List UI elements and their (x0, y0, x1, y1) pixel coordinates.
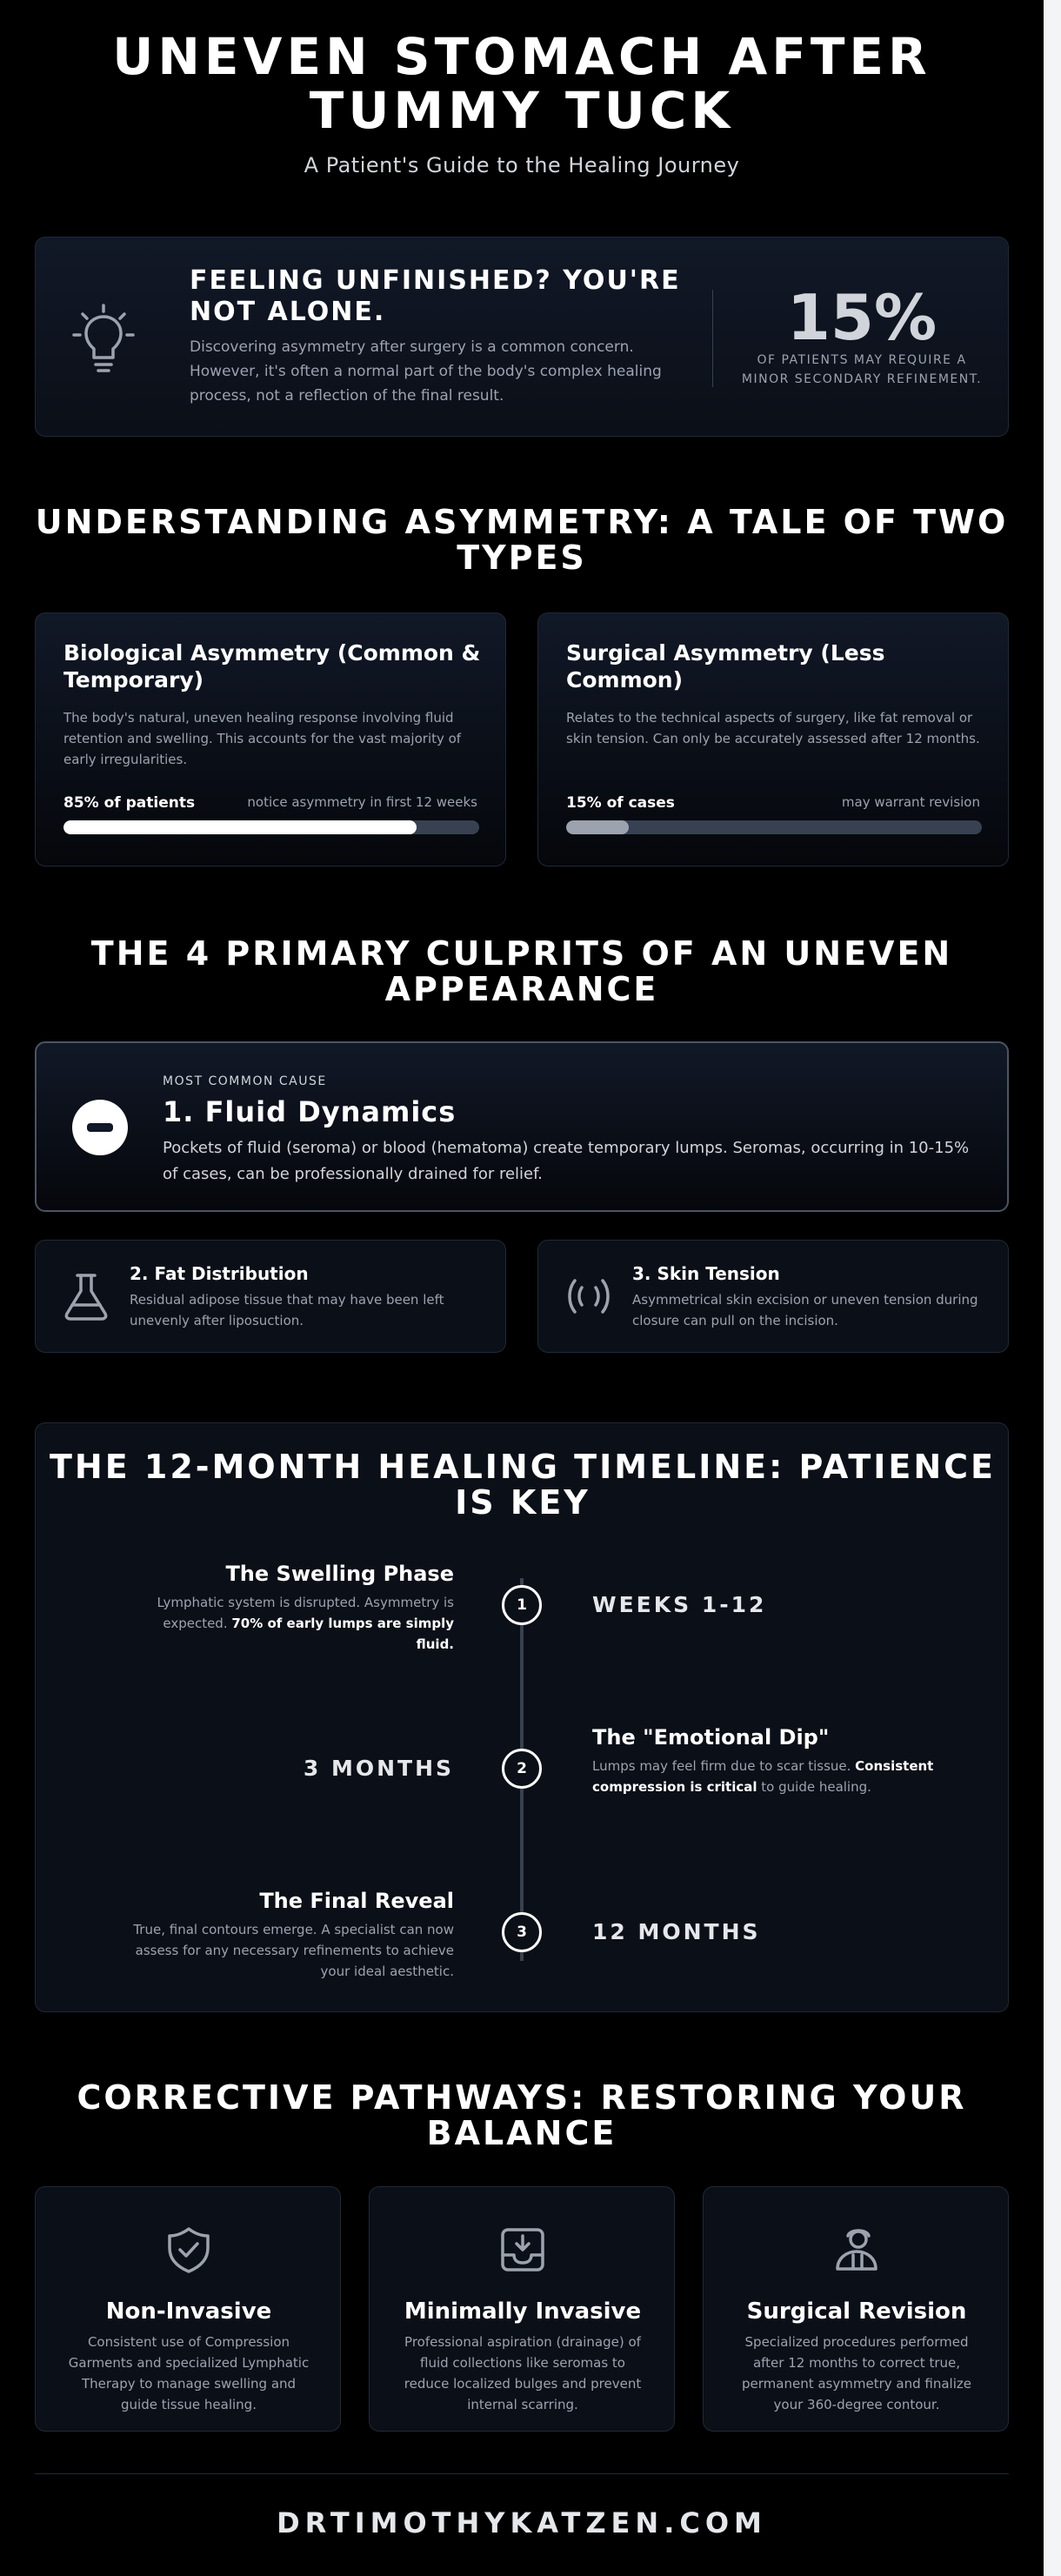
section-title-pathways: CORRECTIVE PATHWAYS: RESTORING YOUR BALANCE (77, 2078, 967, 2152)
culprit-body: Asymmetrical skin excision or uneven tension during closure can pull on the incision. (632, 1292, 978, 1328)
culprit-card-skin (537, 1240, 1009, 1353)
progress-bar (566, 820, 982, 834)
asymmetry-card-note: notice asymmetry in first 12 weeks (247, 794, 477, 810)
timeline-when: 12 MONTHS (592, 1919, 761, 1944)
timeline-phase (123, 1561, 454, 1655)
lightbulb-icon (70, 304, 137, 373)
culprit-card-fat (35, 1240, 506, 1353)
page-gutter (1044, 0, 1061, 2576)
intro-callout (35, 237, 1009, 437)
asymmetry-card-title: Biological Asymmetry (Common & Temporary) (63, 640, 481, 693)
asymmetry-card-title: Surgical Asymmetry (Less Common) (566, 640, 885, 693)
asymmetry-card-body: The body's natural, uneven healing response involving fluid retention and swelling. This accounts for the vast majority of early irregularities. (63, 710, 462, 767)
tray-download-icon (498, 2225, 547, 2274)
tension-waves-icon (563, 1270, 615, 1322)
culprit-title: 1. Fluid Dynamics (163, 1095, 457, 1128)
section-title-timeline: THE 12-MONTH HEALING TIMELINE: PATIENCE IS KEY (49, 1448, 997, 1522)
culprit-body: Residual adipose tissue that may have been left unevenly after liposuction. (130, 1292, 444, 1328)
pathway-title: Surgical Revision (746, 2298, 967, 2325)
pathway-card-minimally-invasive (369, 2186, 675, 2432)
section-title-culprits: THE 4 PRIMARY CULPRITS OF AN UNEVEN APPEARANCE (90, 934, 953, 1008)
culprit-title: 2. Fat Distribution (130, 1263, 309, 1284)
culprit-title: 3. Skin Tension (632, 1263, 780, 1284)
footer-divider (35, 2473, 1009, 2474)
pathway-card-surgical-revision (703, 2186, 1009, 2432)
pathway-body: Specialized procedures performed after 12 months to correct true, permanent asymmetry and finalize your 360-degree contour. (742, 2334, 971, 2412)
timeline-phase-title: The Final Reveal (259, 1889, 454, 1913)
divider (712, 290, 713, 387)
progress-bar (63, 820, 479, 834)
timeline-when: WEEKS 1-12 (592, 1592, 767, 1617)
timeline-phase (123, 1888, 454, 1982)
healing-timeline (35, 1422, 1009, 2012)
timeline-phase-body: Lumps may feel firm due to scar tissue. Consistent compression is critical to guide healing. (592, 1758, 934, 1795)
pathway-title: Minimally Invasive (404, 2298, 642, 2325)
page-subtitle: A Patient's Guide to the Healing Journey (304, 153, 740, 177)
timeline-node: 1 (502, 1585, 542, 1625)
shield-check-icon (164, 2225, 213, 2274)
pathway-body: Professional aspiration (drainage) of fluid collections like seromas to reduce localized bulges and prevent internal scarring. (404, 2334, 642, 2412)
callout-stat: 15% (786, 281, 938, 354)
timeline-node: 3 (502, 1912, 542, 1952)
progress-bar-fill (566, 820, 629, 834)
culprit-body: Pockets of fluid (seroma) or blood (hematoma) create temporary lumps. Seromas, occurring in 10-15% of cases, can be professionally drained for relief. (163, 1139, 970, 1183)
pathway-title: Non-Invasive (105, 2298, 272, 2325)
asymmetry-card-note: may warrant revision (841, 794, 980, 810)
culprit-kicker: MOST COMMON CAUSE (163, 1074, 327, 1088)
progress-bar-fill (63, 820, 417, 834)
asymmetry-card-body: Relates to the technical aspects of surgery, like fat removal or skin tension. Can only be accurately assessed after 12 months. (566, 710, 980, 746)
minus-circle-icon (71, 1099, 129, 1156)
asymmetry-card-stat: 15% of cases (566, 794, 675, 812)
callout-title: FEELING UNFINISHED? YOU'RE NOT ALONE. (190, 265, 681, 327)
timeline-phase-title: The "Emotional Dip" (592, 1725, 830, 1750)
pathway-card-non-invasive (35, 2186, 341, 2432)
timeline-phase-title: The Swelling Phase (225, 1562, 454, 1586)
timeline-phase-body: Lymphatic system is disrupted. Asymmetry is expected. 70% of early lumps are simply fluid. (157, 1595, 454, 1652)
culprit-card-featured (35, 1041, 1009, 1212)
section-title-asymmetry: UNDERSTANDING ASYMMETRY: A TALE OF TWO TYPES (35, 503, 1009, 577)
asymmetry-card-biological (35, 612, 506, 866)
asymmetry-card-surgical (537, 612, 1009, 866)
timeline-node: 2 (502, 1749, 542, 1789)
timeline-phase (592, 1724, 940, 1797)
footer-domain-link[interactable]: DRTIMOTHYKATZEN.COM (277, 2506, 767, 2539)
pathway-body: Consistent use of Compression Garments and specialized Lymphatic Therapy to manage swelling and guide tissue healing. (68, 2334, 310, 2412)
timeline-phase-body: True, final contours emerge. A specialist can now assess for any necessary refinements to achieve your ideal aesthetic. (133, 1922, 454, 1979)
timeline-when: 3 MONTHS (303, 1756, 454, 1781)
surgeon-icon (832, 2225, 881, 2274)
flask-icon (60, 1270, 112, 1322)
asymmetry-card-stat: 85% of patients (63, 794, 196, 812)
callout-stat-label: OF PATIENTS MAY REQUIRE A MINOR SECONDARY REFINEMENT. (741, 353, 983, 386)
page-title: UNEVEN STOMACH AFTER TUMMY TUCK (112, 27, 931, 140)
callout-body: Discovering asymmetry after surgery is a common concern. However, it's often a normal part of the body's complex healing process, not a reflection of the final result. (190, 338, 662, 405)
